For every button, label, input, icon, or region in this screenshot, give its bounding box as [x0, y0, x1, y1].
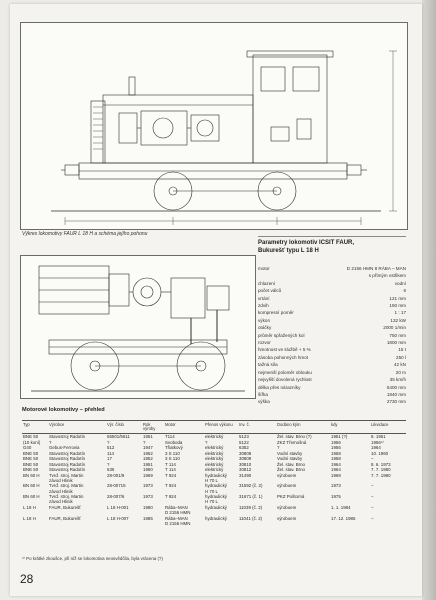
locomotive-drawing-svg — [21, 23, 407, 229]
table-cell: hydraulický H 70 L — [205, 483, 227, 494]
parameter-row — [258, 302, 406, 309]
exhaust-stack — [129, 77, 135, 95]
table-cell: 1964 — [371, 445, 381, 451]
table-cell: 6352 — [239, 445, 249, 451]
table-cell: 3 S 110 — [165, 450, 180, 456]
table-cell: hydraulický H 70 L — [205, 472, 227, 483]
parameter-row — [258, 391, 406, 398]
table-cell: 1973 — [143, 483, 153, 489]
table-body — [22, 434, 406, 526]
parameter-row — [258, 280, 406, 287]
table-cell: ? — [107, 461, 110, 467]
parameter-label: délka přes nárazníky — [258, 384, 301, 390]
table-cell: BN 60 H — [23, 494, 40, 500]
parameter-row — [258, 332, 406, 339]
parameter-label: vrtání — [258, 295, 270, 301]
parameter-label: hmotnost ve službě + 5 % — [258, 347, 311, 353]
column-header: Likvidace — [370, 421, 406, 434]
scheme-converter — [133, 278, 161, 306]
book-spine-shadow — [422, 0, 436, 600]
table-cell: 1. 1. 1984 — [331, 504, 351, 510]
table-cell: 1973 — [143, 494, 153, 500]
table-cell: 31592 (č. 2) — [239, 483, 263, 489]
table-cell: Stavostroj Radotín — [49, 450, 86, 456]
table-cell: T114 Svoboda — [165, 434, 183, 445]
parameter-value: 132 kW — [390, 317, 406, 323]
table-cell: Rába–MAN D 2156 HMN — [165, 515, 191, 526]
table-cell: 1964 — [331, 467, 341, 473]
table-cell: 114 — [107, 450, 114, 456]
table-cell: elektrický — [205, 456, 224, 462]
parameter-row — [258, 361, 406, 368]
parameter-label: nejmenší poloměr oblouku — [258, 369, 312, 375]
table-cell: 8. 1961 1956⁹⁾ — [371, 434, 386, 445]
table-cell: – — [371, 515, 374, 521]
table-cell: Tvrď. stroj. Martin závod Hlinik — [49, 472, 84, 483]
footnote: ⁹⁾ Po krátké zkoušce, při níž se lokomotiva neosvědčila, byla vrácena (?) — [22, 556, 163, 561]
parameter-value: 6 — [403, 288, 406, 294]
table-cell: – — [371, 456, 374, 462]
table-cell: 1969 — [331, 472, 341, 478]
table-cell: – — [371, 504, 374, 510]
engine-block — [141, 111, 187, 145]
parameter-value: 5400 mm — [386, 384, 406, 390]
table-row — [22, 515, 406, 526]
table-cell: 31490 — [239, 472, 252, 478]
column-header: Typ — [22, 421, 48, 434]
parameter-label: kompresní poměr — [258, 310, 294, 316]
parameter-value: 1 : 17 — [394, 310, 406, 316]
table-cell: 636 — [107, 467, 115, 473]
parameter-value: 121 mm — [389, 295, 406, 301]
cab-outline — [253, 55, 327, 163]
table-row — [22, 483, 406, 494]
table-cell: 1956 — [331, 445, 341, 451]
table-cell: Tvrď. stroj. Martin závod Hlinik — [49, 483, 84, 494]
table-cell: 17. 12. 1985 — [331, 515, 356, 521]
table-cell: Třiatkový — [165, 445, 183, 451]
table-cell: elektrický ? — [205, 434, 224, 445]
table-cell: elektrický — [205, 450, 224, 456]
table-cell: BN 60 H — [23, 483, 40, 489]
table-cell: 1958 — [331, 450, 341, 456]
parameter-label: počet válců — [258, 288, 282, 294]
column-header: Výr. číslo — [106, 421, 142, 434]
table-cell: 5123 5122 — [239, 434, 249, 445]
table-title: Motorové lokomotivy – přehled — [22, 407, 105, 413]
table-cell: PKZ Poštorná — [277, 494, 305, 500]
table-cell: 11039 (č. 2) — [239, 504, 263, 510]
column-header: Výrobce — [48, 421, 106, 434]
parameter-label: zásoba pohonných hmot — [258, 354, 309, 360]
table-cell: 30810 — [239, 461, 252, 467]
table-cell: 3 S 110 — [165, 456, 180, 462]
table-cell: 1951 — [143, 461, 153, 467]
buffer-right — [347, 165, 361, 175]
parameter-label: chlazení — [258, 280, 276, 286]
table-cell: 1969 — [143, 472, 153, 478]
parameter-row — [258, 265, 406, 272]
table-cell: T 924 — [165, 483, 177, 489]
column-header: Dodáno kým — [276, 421, 330, 434]
table-cell: 10. 1960 — [371, 450, 389, 456]
table-cell: BNE 50 — [23, 461, 39, 467]
cab-window-right — [293, 67, 319, 91]
table-cell: 1973 — [331, 483, 341, 489]
parameter-row — [258, 295, 406, 302]
page-number: 28 — [20, 572, 34, 586]
parameter-label: šířka — [258, 391, 268, 397]
table-cell: 28-00715 — [107, 483, 126, 489]
parameter-label: otáčky — [258, 325, 272, 331]
parameter-value: 150 mm — [389, 303, 406, 309]
table-cell: Stavostroj Radotín — [49, 456, 86, 462]
table-cell: Vodní stavby — [277, 450, 303, 456]
parameter-value: 42 kN — [393, 362, 406, 368]
table-cell: L 18 H-007 — [107, 515, 129, 521]
table-cell: L 18 H — [23, 515, 36, 521]
parameter-row — [258, 324, 406, 331]
table-cell: 30809 — [239, 456, 252, 462]
parameter-label: výška — [258, 399, 270, 405]
table-cell: Vodní stavby — [277, 456, 303, 462]
scheme-gearbox — [171, 278, 205, 318]
table-cell: BNE 50 — [23, 456, 39, 462]
table-cell: 1951 (?) 1956 — [331, 434, 348, 445]
table-cell: 1964 — [331, 461, 341, 467]
parameters-list — [258, 265, 406, 406]
table-cell: 7. 7. 1980 — [371, 472, 391, 478]
table-cell: Gebus-Ferrovia — [49, 445, 80, 451]
locomotive-drawing — [20, 22, 408, 230]
parameters-title-line-1: Parametry lokomotiv ICSIT FAUR, — [258, 240, 355, 246]
table-cell: 1960 — [143, 467, 153, 473]
table-cell: 1980 — [143, 504, 153, 510]
table-cell: 1951 ? — [143, 434, 153, 445]
table-cell: hydraulický — [205, 515, 227, 521]
table-cell: 17 — [107, 456, 112, 462]
parameter-row — [258, 272, 406, 279]
table-cell: BN 60 H — [23, 472, 40, 478]
parameter-value: 20 m — [395, 369, 406, 375]
parameter-value: 2000 1/min — [383, 325, 406, 331]
parameter-value: 750 mm — [389, 332, 406, 338]
table-cell: FAUR, Bukurešť — [49, 515, 81, 521]
table-cell: 512 — [107, 445, 115, 451]
table-cell: 1958 — [331, 456, 341, 462]
table-header-row — [22, 421, 406, 434]
table-cell: Tvrď. stroj. Martin závod Hlinik — [49, 494, 84, 505]
cab-roof — [247, 51, 333, 57]
locomotive-parameters — [258, 236, 406, 406]
table-cell: hydraulický H 70 L — [205, 494, 227, 505]
table-cell: Žel. stav. Brno — [277, 467, 305, 473]
table-cell: ? — [277, 445, 280, 451]
table-cell: Rába–MAN D 2156 HMN — [165, 504, 191, 515]
parameter-label: tažná síla — [258, 362, 278, 368]
column-header: Rok výroby — [142, 421, 164, 434]
table-cell: 11041 (č. 2) — [239, 515, 263, 521]
parameter-value: vodní — [394, 280, 406, 286]
table-cell: T 924 — [165, 472, 177, 478]
parameter-label: zdvih — [258, 303, 269, 309]
table-cell: 1952 — [143, 450, 153, 456]
table-cell: FAUR, Bukurešť — [49, 504, 81, 510]
parameter-row — [258, 384, 406, 391]
parameter-label: nejvyšší dovolená rychlost — [258, 377, 312, 383]
table-cell: T 114 — [165, 461, 176, 467]
table-row — [22, 472, 406, 483]
table-cell: 1985 — [143, 515, 153, 521]
table-row — [22, 505, 406, 516]
table-row — [22, 434, 406, 445]
drawing-caption: Výkres lokomotivy FAUR L 18 H a schéma jejího pohonu — [22, 231, 148, 237]
parameter-label: motor — [258, 266, 270, 271]
table-row — [22, 494, 406, 505]
table-cell: výroboem — [277, 504, 297, 510]
table-cell: L 18 H — [23, 504, 36, 510]
parameter-row — [258, 354, 406, 361]
locomotive-overview-table — [22, 420, 406, 526]
table-cell: elektrický — [205, 461, 224, 467]
table-cell: T 924 — [165, 494, 177, 500]
table-cell: Žel. stav. Brno (?) ZKZ Třemošná — [277, 434, 312, 445]
table-cell: 7. 7. 1980 — [371, 467, 391, 473]
column-header: kdy — [330, 421, 370, 434]
parameter-label: rozvor — [258, 340, 271, 346]
table-cell: 1975 — [331, 494, 341, 500]
table-cell: BNE 50 — [23, 467, 39, 473]
table-cell: 30812 — [239, 467, 252, 473]
table-cell: 28-007/6 — [107, 494, 125, 500]
table-cell: 8. 6. 1973 — [371, 461, 391, 467]
parameter-row — [258, 309, 406, 316]
column-header: Přenos výkonu — [204, 421, 238, 434]
parameter-value: 250 l — [396, 354, 406, 360]
parameter-value: 1840 mm — [386, 391, 406, 397]
table-cell: BNE 50 — [23, 450, 39, 456]
table-cell: elektrický — [205, 467, 224, 473]
table-cell: – — [371, 483, 374, 489]
buffer-left — [65, 165, 79, 175]
parameter-label: průměr spřažených kol — [258, 332, 305, 338]
parameter-value: 1800 mm — [386, 340, 406, 346]
parameter-value: 15 t — [398, 347, 406, 353]
parameter-value: 35 km/h — [389, 377, 406, 383]
column-header: Inv. č. — [238, 421, 276, 434]
parameter-row — [258, 317, 406, 324]
table-cell: G40 — [23, 445, 32, 451]
table-cell: výroboem — [277, 472, 297, 478]
parameter-value: 2730 mm — [386, 399, 406, 405]
drive-scheme-svg — [21, 256, 255, 398]
table-cell: BNE 50 (10 koní) — [23, 434, 41, 445]
parameter-label: výkon — [258, 317, 271, 323]
table-cell: Stavostroj Radotín ? — [49, 434, 86, 445]
table-cell: elektrický — [205, 445, 224, 451]
parameter-row — [258, 376, 406, 383]
table-cell: hydraulický — [205, 504, 227, 510]
parameter-row — [258, 339, 406, 346]
table-cell: 31671 (č. 1) — [239, 494, 263, 500]
table-cell: 65501/5611 ? — [107, 434, 130, 445]
table-cell: L 18 H-001 — [107, 504, 129, 510]
table-cell: Stavostroj Radotín — [49, 467, 86, 473]
table-cell: T 114 — [165, 467, 176, 473]
table-cell: Žel. stav. Brno — [277, 461, 305, 467]
column-header: Motor — [164, 421, 204, 434]
parameter-row — [258, 287, 406, 294]
table-cell: 1952 — [143, 456, 153, 462]
parameter-row — [258, 346, 406, 353]
table-cell: výroboem — [277, 515, 297, 521]
table-cell: 28-001/9 — [107, 472, 125, 478]
table-cell: výroboem — [277, 483, 297, 489]
table-cell: 1947 — [143, 445, 153, 451]
table-cell: – — [371, 494, 374, 500]
parameter-row — [258, 398, 406, 405]
parameters-title-line-2: Bukurešť typu L 18 H — [258, 247, 319, 254]
parameter-row — [258, 369, 406, 376]
parameters-title — [258, 236, 406, 255]
table-cell: Stavostroj Radotín — [49, 461, 86, 467]
parameter-value: D 2156 HMN 8 RÁBA – MAN — [346, 266, 406, 271]
table-cell: 30808 — [239, 450, 252, 456]
drive-scheme-drawing — [20, 255, 256, 399]
gearbox — [191, 115, 219, 141]
parameter-value: s přímým vstřikem — [368, 273, 406, 279]
cab-window-left — [261, 67, 285, 91]
